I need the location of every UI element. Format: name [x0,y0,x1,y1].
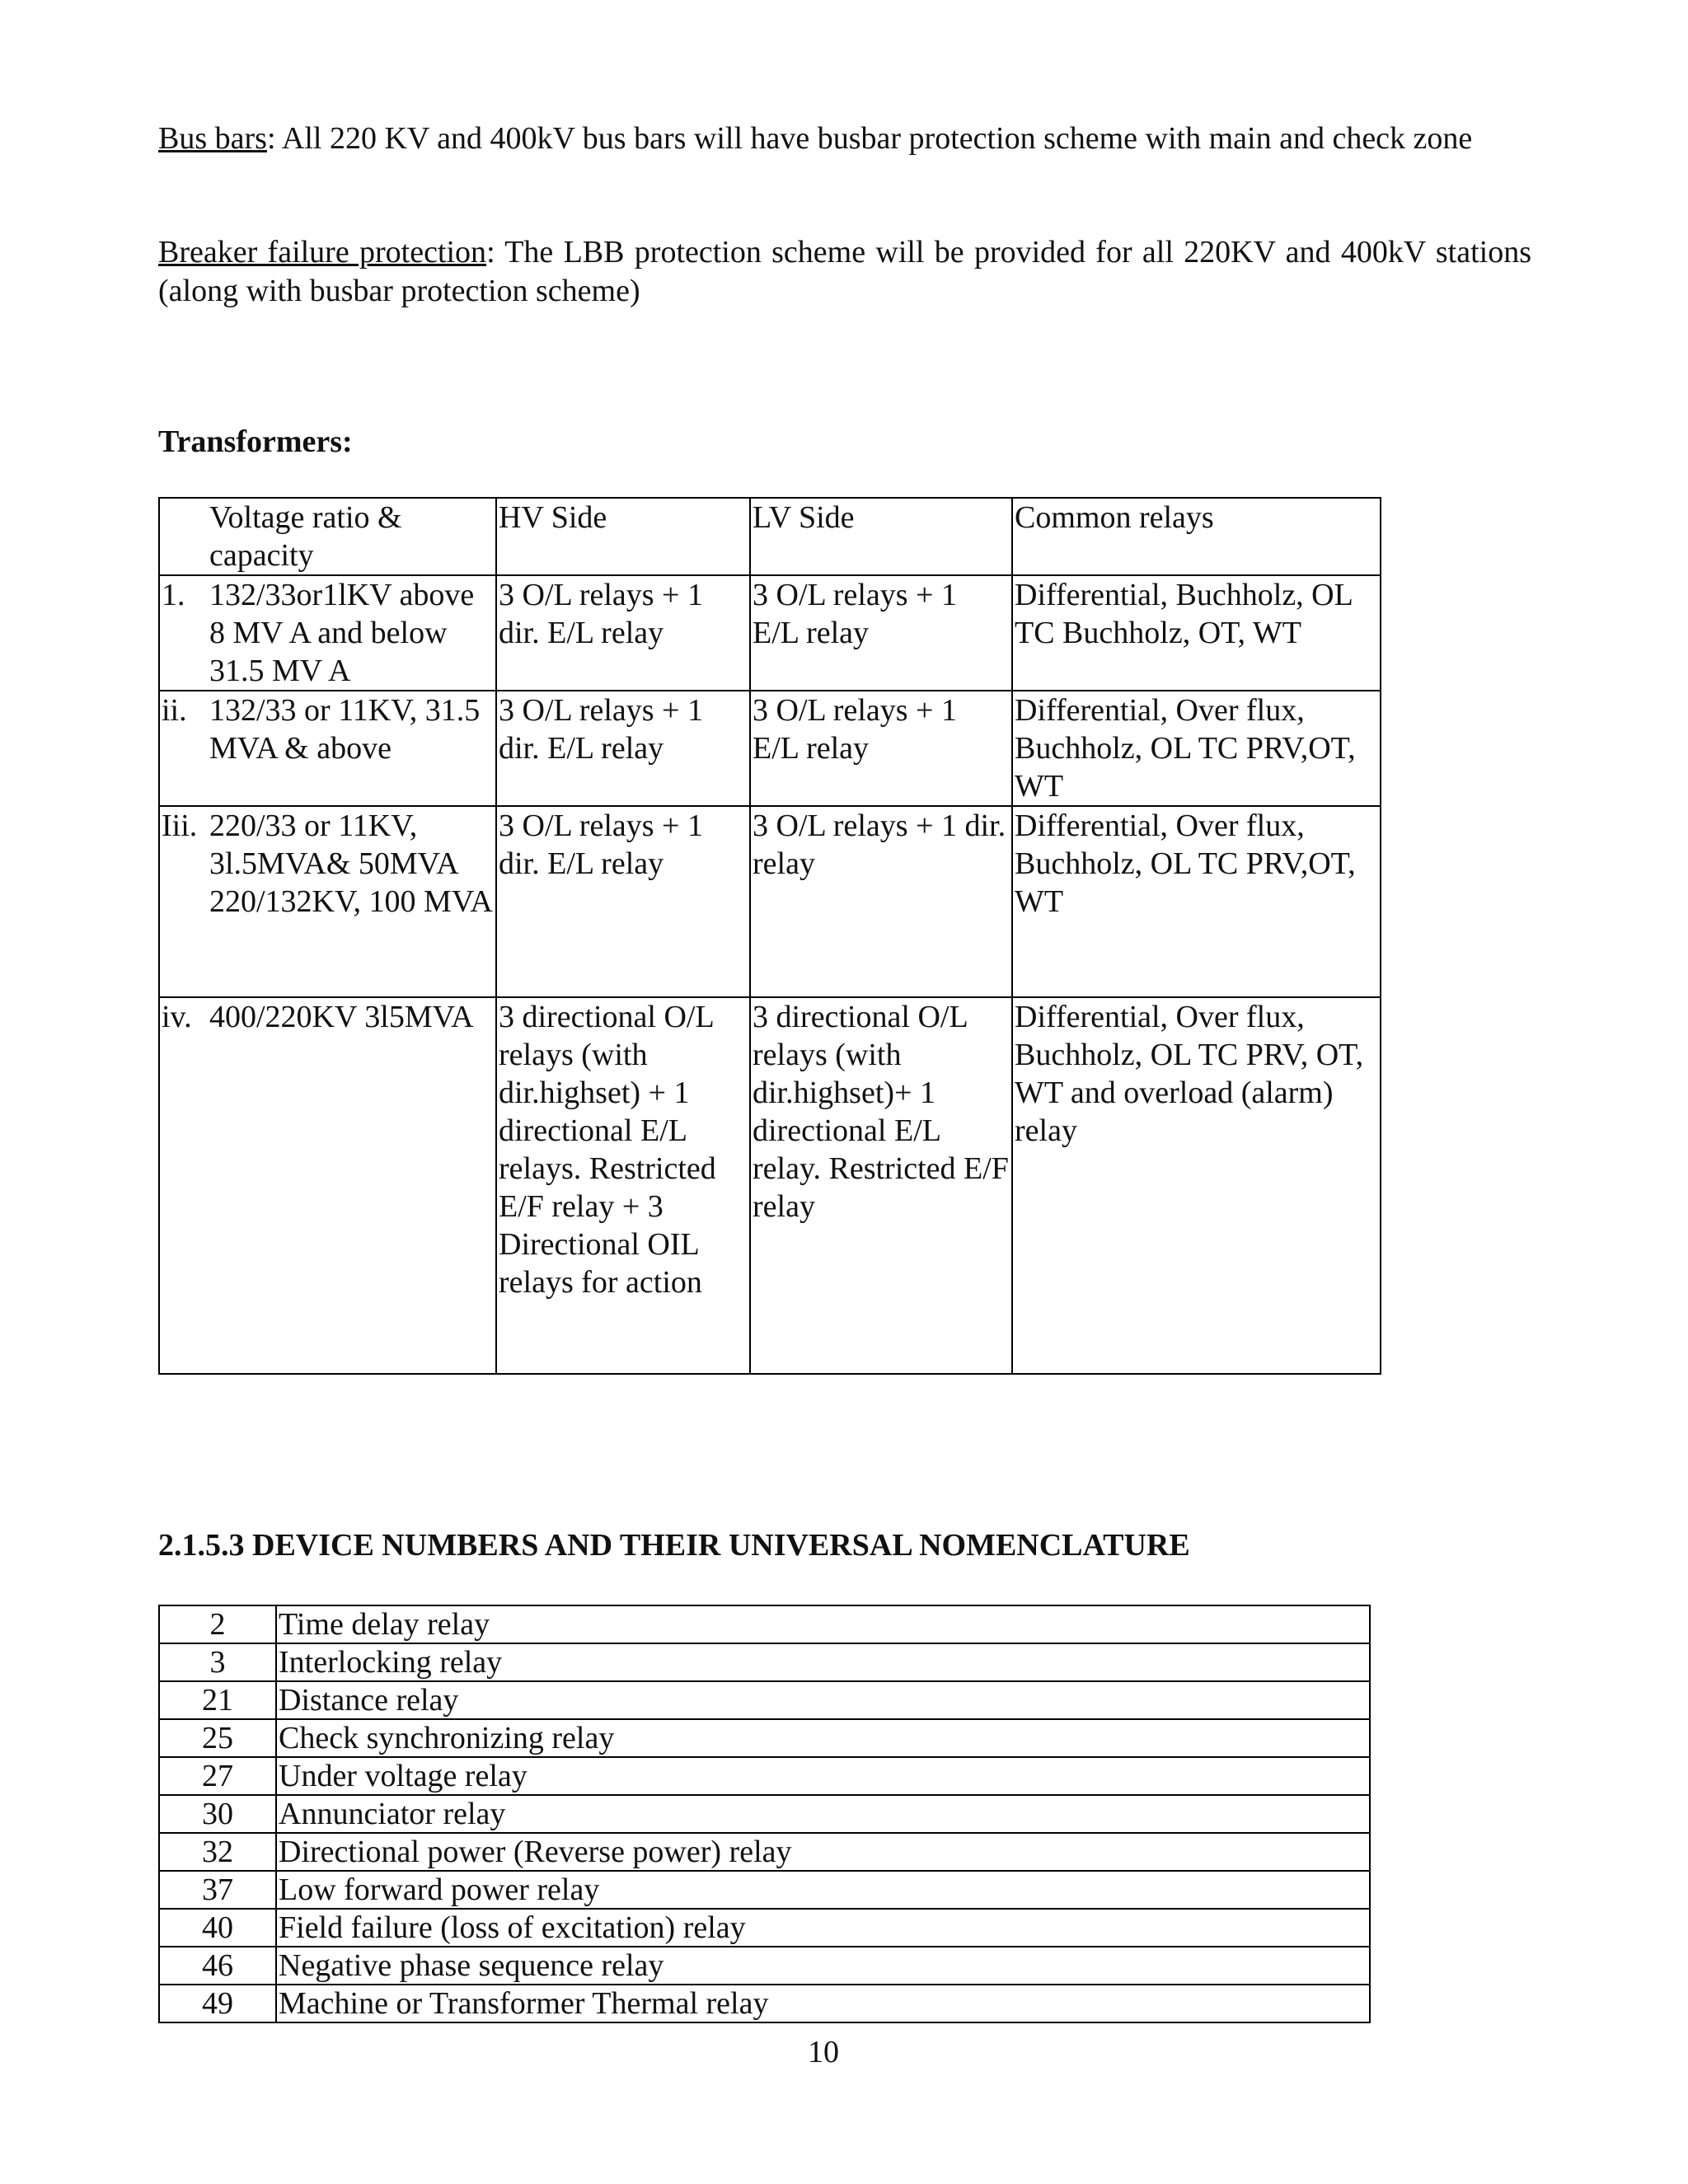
table-row [159,1605,1370,1643]
row-number: 1. [162,578,185,612]
device-number: 49 [159,1985,276,2022]
device-name: Machine or Transformer Thermal relay [276,1985,1370,2022]
device-number: 27 [159,1757,276,1795]
table-row [159,1833,1370,1871]
device-name: Check synchronizing relay [276,1719,1370,1757]
device-numbers-table [158,1605,1371,2023]
breaker-failure-lead: Breaker failure protection [158,235,487,269]
table-row [159,1795,1370,1833]
device-name: Low forward power relay [276,1871,1370,1909]
common-cell: Differential, Buchholz, OL TC Buchholz, OT, WT [1012,575,1381,691]
device-number: 21 [159,1681,276,1719]
device-name: Annunciator relay [276,1795,1370,1833]
transformer-table [158,497,1381,1375]
lv-cell: 3 O/L relays + 1 E/L relay [750,575,1012,691]
transformer-header-row [159,498,1381,575]
transformer-row [159,806,1381,997]
transformer-row [159,997,1381,1374]
row-number: ii. [162,693,187,728]
device-name: Field failure (loss of excitation) relay [276,1909,1370,1947]
hv-cell: 3 O/L relays + 1 dir. E/L relay [496,691,750,806]
ratio-text: 132/33or1lKV above 8 MV A and below 31.5 MV A [209,578,475,688]
device-number: 40 [159,1909,276,1947]
device-name: Under voltage relay [276,1757,1370,1795]
table-row [159,1871,1370,1909]
transformer-row [159,575,1381,691]
device-number: 30 [159,1795,276,1833]
breaker-failure-paragraph [158,233,1531,311]
device-number: 2 [159,1605,276,1643]
hv-cell: 3 O/L relays + 1 dir. E/L relay [496,806,750,997]
table-row [159,1681,1370,1719]
device-number: 25 [159,1719,276,1757]
device-name: Interlocking relay [276,1643,1370,1681]
ratio-text: 220/33 or 11KV, 3l.5MVA& 50MVA 220/132KV, 100 MVA [209,808,493,919]
bus-bars-lead: Bus bars [158,121,267,156]
lv-cell: 3 directional O/L relays (with dir.highset)+ 1 directional E/L relay. Restricted E/F relay [750,997,1012,1374]
device-name: Time delay relay [276,1605,1370,1643]
row-number: iv. [162,1000,192,1034]
ratio-cell [159,806,496,997]
header-voltage-ratio: Voltage ratio & capacity [159,498,496,575]
table-row [159,1719,1370,1757]
ratio-cell [159,691,496,806]
device-name: Distance relay [276,1681,1370,1719]
header-lv-side: LV Side [750,498,1012,575]
table-row [159,1757,1370,1795]
bus-bars-text: : All 220 KV and 400kV bus bars will have busbar protection scheme with main and check zone [266,121,1473,156]
common-cell: Differential, Over flux, Buchholz, OL TC PRV,OT, WT [1012,806,1381,997]
header-common-relays: Common relays [1012,498,1381,575]
header-hv-side: HV Side [496,498,750,575]
lv-cell: 3 O/L relays + 1 dir. relay [750,806,1012,997]
row-number: Iii. [162,808,198,843]
transformer-row [159,691,1381,806]
common-cell: Differential, Over flux, Buchholz, OL TC PRV,OT, WT [1012,691,1381,806]
device-number: 46 [159,1947,276,1985]
table-row [159,1985,1370,2022]
transformers-heading: Transformers: [158,424,353,459]
device-number: 37 [159,1871,276,1909]
ratio-cell [159,997,496,1374]
ratio-text: 132/33 or 11KV, 31.5 MVA & above [209,693,481,766]
lv-cell: 3 O/L relays + 1 E/L relay [750,691,1012,806]
hv-cell: 3 directional O/L relays (with dir.highset) + 1 directional E/L relays. Restricted E/F relay + 3 Directional OIL relays for action [496,997,750,1374]
page-number: 10 [808,2035,839,2069]
ratio-text: 400/220KV 3l5MVA [209,1000,474,1034]
table-row [159,1909,1370,1947]
bus-bars-paragraph [158,120,1531,158]
table-row [159,1947,1370,1985]
breaker-failure-text: : The LBB protection scheme will be provided for all 220KV and 400kV stations (along with busbar protection scheme) [158,235,1531,308]
device-numbers-heading: 2.1.5.3 DEVICE NUMBERS AND THEIR UNIVERSAL NOMENCLATURE [158,1528,1190,1563]
ratio-cell [159,575,496,691]
device-name: Negative phase sequence relay [276,1947,1370,1985]
device-name: Directional power (Reverse power) relay [276,1833,1370,1871]
common-cell: Differential, Over flux, Buchholz, OL TC PRV, OT, WT and overload (alarm) relay [1012,997,1381,1374]
device-number: 32 [159,1833,276,1871]
hv-cell: 3 O/L relays + 1 dir. E/L relay [496,575,750,691]
device-number: 3 [159,1643,276,1681]
table-row [159,1643,1370,1681]
